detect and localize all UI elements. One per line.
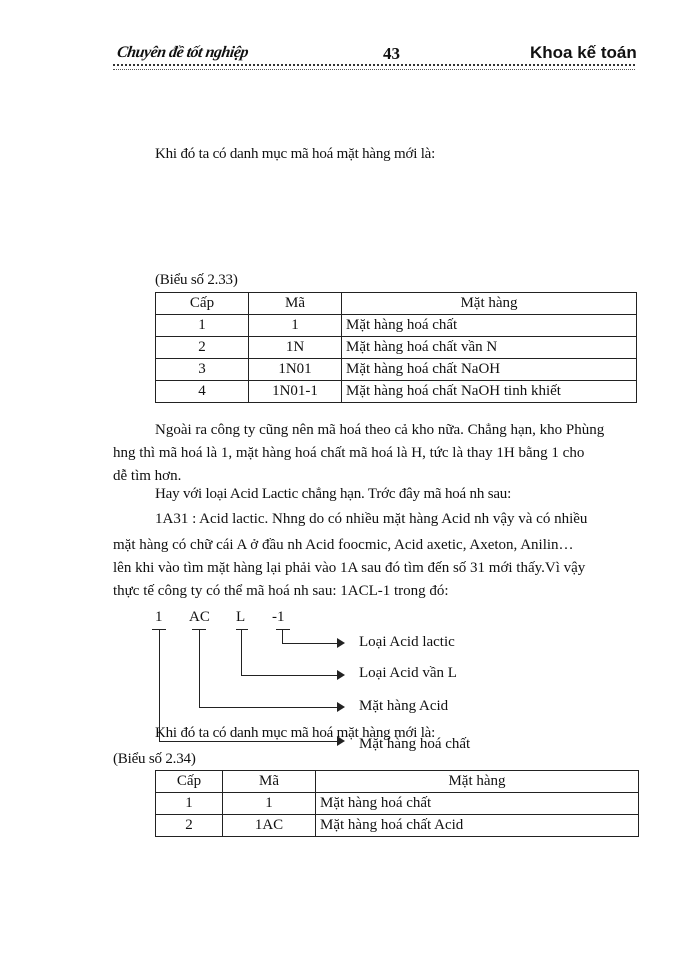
cell-level: 3 <box>156 359 249 381</box>
cell-code: 1N01 <box>249 359 342 381</box>
arrow-icon <box>337 638 345 648</box>
column-header-item: Mặt hàng <box>342 293 637 315</box>
column-header-level: Cấp <box>156 293 249 315</box>
connector-line <box>241 630 242 676</box>
paragraph-acid-lactic: Hay với loại Acid Lactic chẳng hạn. Trớc đây mã hoá nh sau: <box>155 486 512 502</box>
table-row <box>156 793 639 815</box>
table-row <box>156 337 637 359</box>
paragraph-acid-explanation <box>113 508 587 603</box>
code-part-1: 1 <box>155 609 163 625</box>
table-row <box>156 381 637 403</box>
intro-text: Khi đó ta có danh mục mã hoá mặt hàng mới là: <box>155 146 436 162</box>
header-doc-title: Chuyên đề tốt nghiệp <box>115 44 250 61</box>
table-row <box>156 815 639 837</box>
cell-item: Mặt hàng hoá chất NaOH tinh khiết <box>342 381 637 403</box>
page-number: 43 <box>383 44 400 63</box>
cell-code: 1N01-1 <box>249 381 342 403</box>
paragraph-line: hng thì mã hoá là 1, mặt hàng hoá chất mã hoá là H, tức là thay 1H bằng 1 cho <box>113 445 585 461</box>
connector-line <box>199 707 338 708</box>
table-row <box>156 315 637 337</box>
column-header-code: Mã <box>249 293 342 315</box>
table2 <box>155 770 639 837</box>
table1 <box>155 292 637 403</box>
column-header-code: Mã <box>223 771 316 793</box>
arrow-icon <box>337 670 345 680</box>
cell-level: 1 <box>156 793 223 815</box>
paragraph-line: Ngoài ra công ty cũng nên mã hoá theo cả kho nữa. Chẳng hạn, kho Phùng <box>155 422 605 438</box>
paragraph-line: 1A31 : Acid lactic. Nhng do có nhiều mặt hàng Acid nh vậy và có nhiều <box>155 511 588 527</box>
underline-mark <box>276 629 290 630</box>
cell-code: 1 <box>223 793 316 815</box>
paragraph-line: dễ tìm hơn. <box>113 468 182 484</box>
label-chemical-item: Mặt hàng hoá chất <box>359 736 471 752</box>
code-part-ac: AC <box>189 609 210 625</box>
intro-text-2: Khi đó ta có danh mục mã hoá mặt hàng mới là: <box>155 725 436 741</box>
code-part-l: L <box>236 609 246 625</box>
cell-item: Mặt hàng hoá chất Acid <box>316 815 639 837</box>
cell-code: 1N <box>249 337 342 359</box>
code-part-suffix: -1 <box>272 609 285 625</box>
cell-code: 1AC <box>223 815 316 837</box>
paragraph-warehouse-coding <box>113 419 604 488</box>
arrow-icon <box>337 702 345 712</box>
label-acid-lactic: Loại Acid lactic <box>359 634 455 650</box>
cell-level: 2 <box>156 815 223 837</box>
connector-line <box>241 675 338 676</box>
paragraph-line: lên khi vào tìm mặt hàng lại phải vào 1A sau đó tìm đến số 31 mới thấy.Vì vậy <box>113 560 586 576</box>
table-row <box>156 359 637 381</box>
paragraph-line: thực tế công ty có thể mã hoá nh sau: 1ACL-1 trong đó: <box>113 583 449 599</box>
paragraph-line: mặt hàng có chữ cái A ở đầu nh Acid foocmic, Acid axetic, Axeton, Anilin… <box>113 537 574 553</box>
cell-code: 1 <box>249 315 342 337</box>
column-header-item: Mặt hàng <box>316 771 639 793</box>
label-acid-item: Mặt hàng Acid <box>359 698 449 714</box>
cell-item: Mặt hàng hoá chất NaOH <box>342 359 637 381</box>
cell-level: 2 <box>156 337 249 359</box>
table1-caption: (Biểu số 2.33) <box>155 272 238 288</box>
cell-level: 4 <box>156 381 249 403</box>
cell-level: 1 <box>156 315 249 337</box>
label-acid-l: Loại Acid vần L <box>359 665 457 681</box>
connector-line <box>282 643 338 644</box>
table2-caption: (Biểu số 2.34) <box>113 751 196 767</box>
column-header-level: Cấp <box>156 771 223 793</box>
header-divider <box>113 64 635 66</box>
cell-item: Mặt hàng hoá chất <box>342 315 637 337</box>
underline-mark <box>236 629 248 630</box>
header-department: Khoa kế toán <box>530 43 637 62</box>
cell-item: Mặt hàng hoá chất <box>316 793 639 815</box>
table1-header-row <box>156 293 637 315</box>
table2-header-row <box>156 771 639 793</box>
header-divider-secondary <box>113 69 635 70</box>
connector-line <box>282 630 283 644</box>
connector-line <box>199 630 200 708</box>
cell-item: Mặt hàng hoá chất vần N <box>342 337 637 359</box>
